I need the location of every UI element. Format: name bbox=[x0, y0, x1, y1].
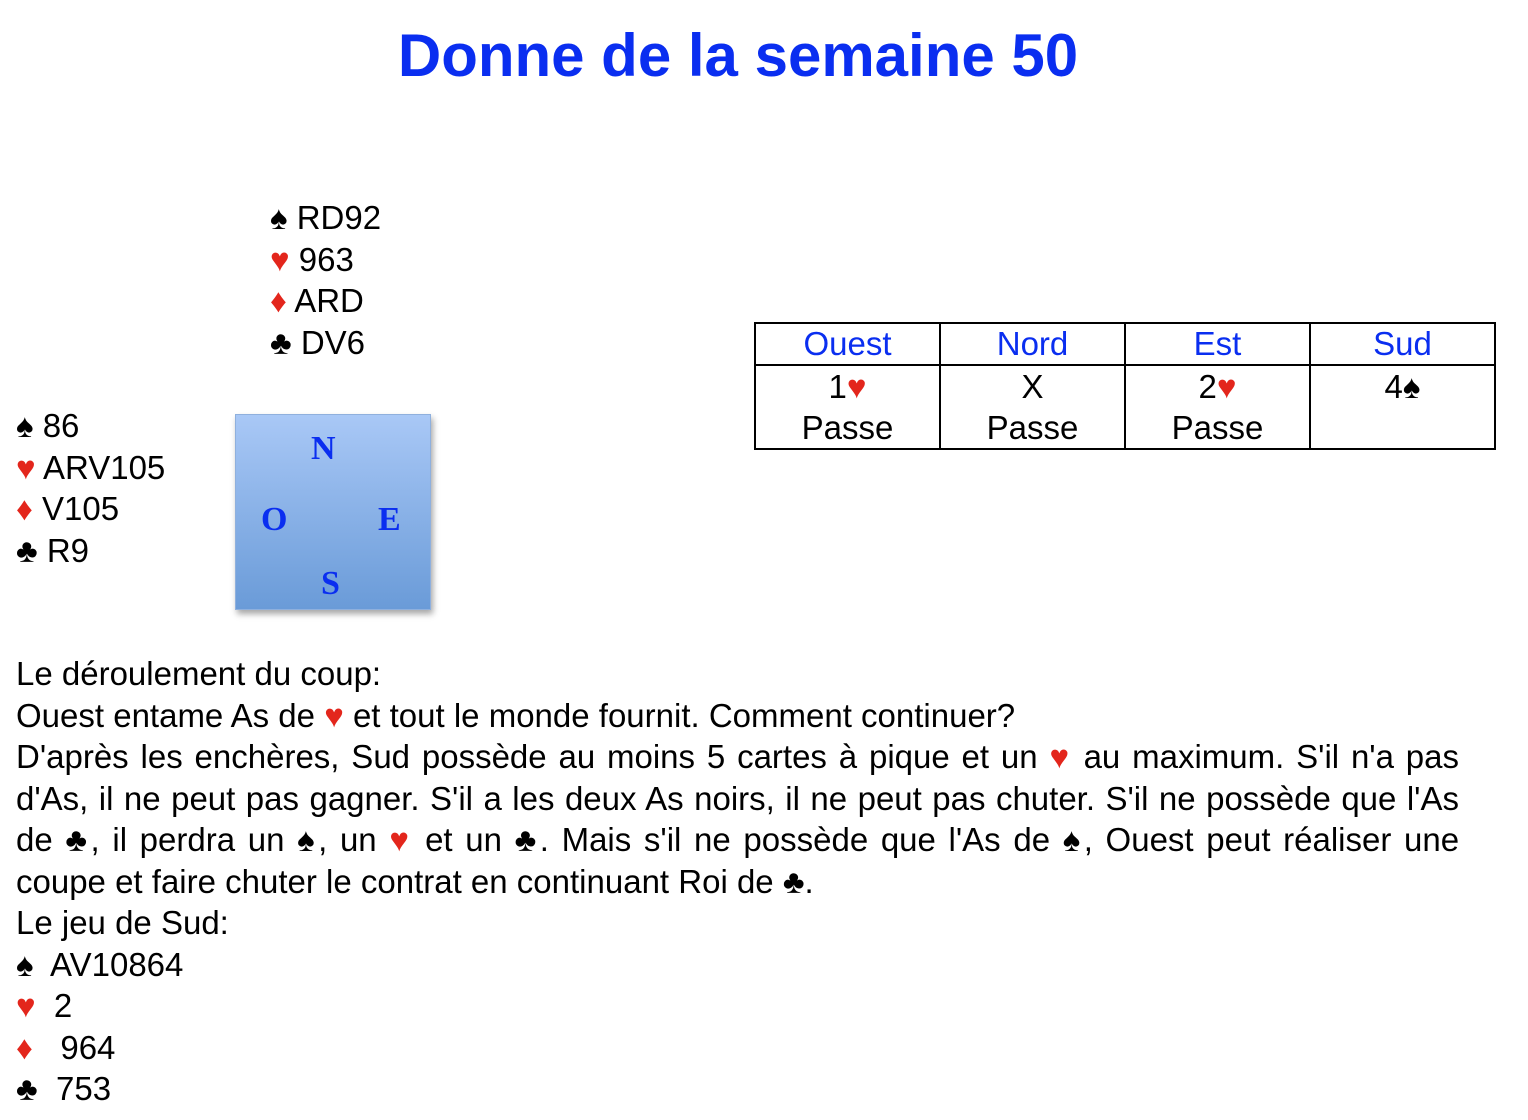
explanation bbox=[16, 653, 1459, 1110]
spade-icon: ♠ bbox=[1402, 368, 1421, 405]
north-hand bbox=[270, 197, 381, 363]
intro-line: Le déroulement du coup: bbox=[16, 655, 382, 692]
paragraph-lead bbox=[16, 695, 1459, 737]
text-span: . Mais s'il ne possède que l'As de bbox=[539, 821, 1063, 858]
text-span: Ouest entame As de bbox=[16, 696, 325, 734]
text-span: . bbox=[804, 862, 814, 900]
club-icon: ♣ bbox=[782, 862, 805, 900]
bid-cell-nord bbox=[940, 365, 1125, 449]
text-span: , il perdra un bbox=[90, 821, 298, 858]
north-hearts-cards: 963 bbox=[298, 240, 354, 278]
south-clubs-cards: 753 bbox=[37, 1070, 112, 1107]
bid-pass: Passe bbox=[1171, 409, 1264, 446]
north-spades bbox=[270, 197, 381, 239]
west-hand bbox=[16, 405, 165, 571]
bidding-table bbox=[754, 322, 1496, 450]
heart-icon: ♥ bbox=[324, 696, 344, 734]
south-spades-cards: AV10864 bbox=[33, 945, 184, 983]
north-clubs bbox=[270, 322, 381, 364]
club-icon: ♣ bbox=[514, 821, 540, 858]
south-spades bbox=[16, 944, 1459, 986]
header-sud: Sud bbox=[1310, 323, 1495, 365]
compass-west: O bbox=[261, 501, 288, 538]
west-hearts-cards: ARV105 bbox=[42, 448, 166, 486]
heart-icon: ♥ bbox=[16, 448, 36, 486]
west-clubs bbox=[16, 530, 165, 572]
diamond-icon: ♦ bbox=[270, 282, 287, 319]
north-clubs-cards: DV6 bbox=[300, 323, 366, 361]
bid-cell-ouest bbox=[755, 365, 940, 449]
west-clubs-cards: R9 bbox=[46, 531, 90, 569]
north-diamonds-cards: ARD bbox=[294, 282, 364, 319]
compass-east: E bbox=[378, 501, 401, 538]
text-span: et un bbox=[412, 821, 515, 858]
club-icon: ♣ bbox=[270, 323, 292, 361]
club-icon: ♣ bbox=[16, 531, 38, 569]
header-nord: Nord bbox=[940, 323, 1125, 365]
west-hearts bbox=[16, 447, 165, 489]
north-spades-cards: RD92 bbox=[296, 199, 382, 236]
heart-icon: ♥ bbox=[1049, 738, 1072, 775]
south-diamonds-cards: 964 bbox=[32, 1028, 116, 1066]
text-span: au maximum. S'il n'a pas d'As, il ne peut pas gagner. S'il a les deux As noirs, il ne peut pas chuter. S'il ne possède que l'As de bbox=[16, 738, 1459, 858]
west-spades-cards: 86 bbox=[42, 407, 80, 444]
compass-table bbox=[235, 414, 431, 610]
heart-icon: ♥ bbox=[270, 240, 290, 278]
bid-cell-sud bbox=[1310, 365, 1495, 449]
text-span: , un bbox=[318, 821, 390, 858]
bidding-row bbox=[755, 365, 1495, 449]
west-diamonds bbox=[16, 488, 165, 530]
club-icon: ♣ bbox=[65, 821, 91, 858]
bid-level: 1 bbox=[828, 368, 847, 405]
spade-icon: ♠ bbox=[1062, 821, 1084, 858]
page-title: Donne de la semaine 50 bbox=[397, 22, 1079, 89]
paragraph-analysis bbox=[16, 736, 1459, 902]
south-hearts bbox=[16, 985, 1459, 1027]
heart-icon: ♥ bbox=[846, 368, 867, 405]
west-spades bbox=[16, 405, 165, 447]
club-icon: ♣ bbox=[16, 1070, 38, 1107]
north-diamonds bbox=[270, 280, 381, 322]
compass-north: N bbox=[311, 430, 336, 467]
west-diamonds-cards: V105 bbox=[42, 490, 120, 527]
bid-cell-est bbox=[1125, 365, 1310, 449]
south-clubs bbox=[16, 1068, 1459, 1110]
heart-icon: ♥ bbox=[16, 987, 36, 1024]
south-hearts-cards: 2 bbox=[35, 987, 73, 1024]
text-span: , Ouest peut réaliser une coupe et faire chuter le contrat en continuant Roi de bbox=[16, 821, 1460, 900]
header-ouest: Ouest bbox=[755, 323, 940, 365]
heart-icon: ♥ bbox=[1216, 368, 1237, 405]
text-span: D'après les enchères, Sud possède au moins 5 cartes à pique et un bbox=[16, 738, 1050, 775]
diamond-icon: ♦ bbox=[16, 490, 33, 527]
bid-level: 4 bbox=[1384, 368, 1403, 405]
heart-icon: ♥ bbox=[389, 821, 413, 858]
bid-double: X bbox=[1021, 368, 1044, 405]
compass-south: S bbox=[321, 565, 340, 602]
south-title: Le jeu de Sud: bbox=[16, 904, 229, 941]
bid-pass: Passe bbox=[801, 409, 894, 446]
spade-icon: ♠ bbox=[16, 945, 34, 983]
spade-icon: ♠ bbox=[16, 407, 34, 444]
bid-pass: Passe bbox=[986, 409, 1079, 446]
spade-icon: ♠ bbox=[270, 199, 288, 236]
bid-level: 2 bbox=[1198, 368, 1217, 405]
text-span: et tout le monde fournit. Comment continuer? bbox=[343, 696, 1016, 734]
south-diamonds bbox=[16, 1027, 1459, 1069]
spade-icon: ♠ bbox=[297, 821, 319, 858]
bidding-header-row bbox=[755, 323, 1495, 365]
south-hand bbox=[16, 944, 1459, 1110]
diamond-icon: ♦ bbox=[16, 1028, 33, 1066]
header-est: Est bbox=[1125, 323, 1310, 365]
north-hearts bbox=[270, 239, 381, 281]
